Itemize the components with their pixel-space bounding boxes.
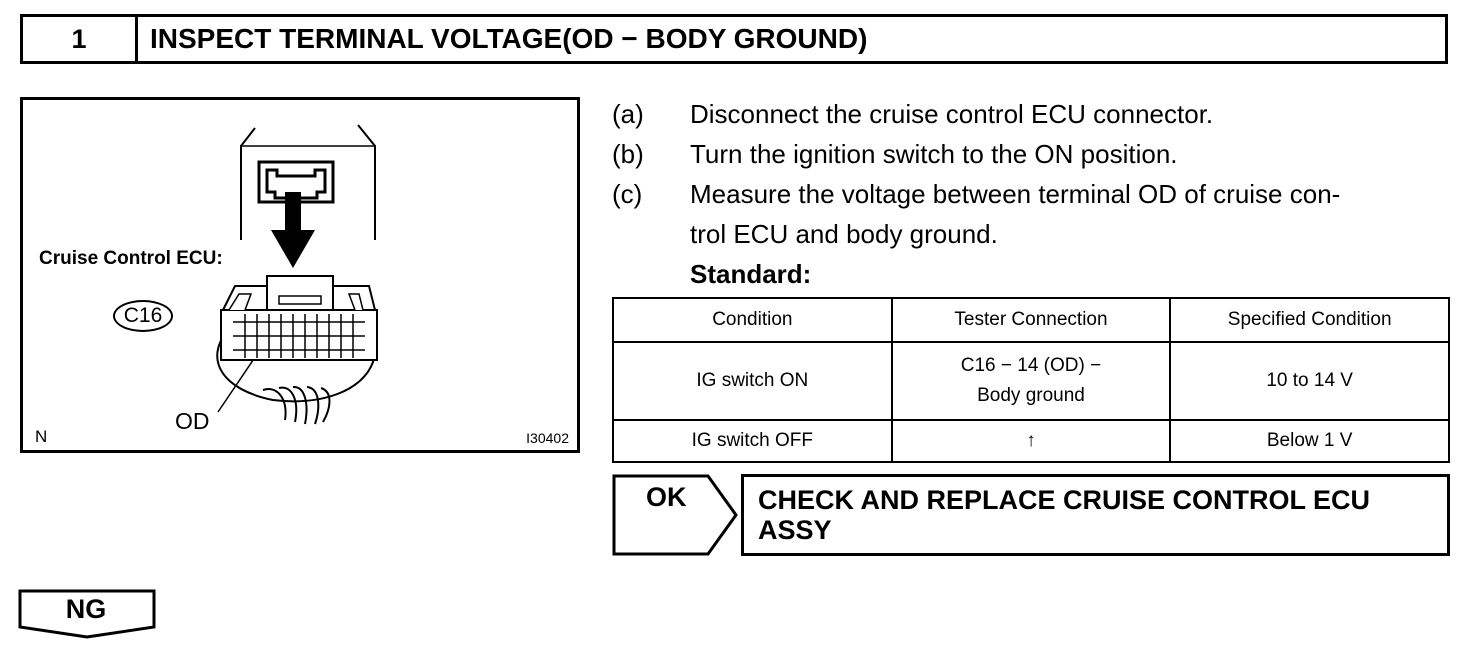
connection-line: C16 − 14 (OD) − bbox=[960, 355, 1102, 376]
ng-result-tag bbox=[18, 589, 156, 639]
ok-result-tag bbox=[612, 474, 742, 556]
connection-line: Body ground bbox=[977, 385, 1085, 406]
step-header bbox=[20, 14, 1448, 64]
cell-specified: Below 1 V bbox=[1170, 420, 1449, 462]
step-text: trol ECU and body ground. bbox=[690, 219, 998, 249]
view-marker: N bbox=[35, 427, 48, 446]
ecu-label: Cruise Control ECU: bbox=[39, 248, 223, 269]
step-number: 1 bbox=[23, 17, 138, 61]
ok-action-text: ASSY bbox=[758, 515, 832, 545]
figure-code: I30402 bbox=[526, 430, 569, 446]
table-row bbox=[613, 342, 1449, 420]
step-letter: (a) bbox=[612, 99, 644, 129]
step-a bbox=[612, 94, 1452, 134]
cell-connection: ↑ bbox=[892, 420, 1171, 462]
connector-illustration bbox=[20, 97, 580, 453]
connector-code-badge: C16 bbox=[113, 300, 173, 332]
ok-action-box bbox=[741, 474, 1450, 556]
header-condition: Condition bbox=[613, 298, 892, 342]
step-text: Disconnect the cruise control ECU connector. bbox=[690, 99, 1214, 129]
header-tester-connection: Tester Connection bbox=[892, 298, 1171, 342]
step-text: Measure the voltage between terminal OD of cruise con- bbox=[690, 179, 1341, 209]
spec-table bbox=[612, 297, 1450, 463]
cell-condition: IG switch ON bbox=[613, 342, 892, 420]
cell-connection bbox=[892, 342, 1171, 420]
header-specified-condition: Specified Condition bbox=[1170, 298, 1449, 342]
connector-drawing bbox=[23, 100, 577, 450]
table-header-row bbox=[613, 298, 1449, 342]
step-text: Turn the ignition switch to the ON position. bbox=[690, 139, 1178, 169]
step-title: INSPECT TERMINAL VOLTAGE(OD − BODY GROUND) bbox=[150, 23, 868, 54]
ok-action-text: CHECK AND REPLACE CRUISE CONTROL ECU bbox=[758, 485, 1371, 515]
procedure-steps bbox=[612, 94, 1452, 294]
step-letter: (b) bbox=[612, 139, 644, 169]
step-letter: (c) bbox=[612, 179, 643, 209]
terminal-label: OD bbox=[175, 408, 210, 434]
ok-label: OK bbox=[646, 482, 687, 512]
step-b bbox=[612, 134, 1452, 174]
step-c bbox=[612, 174, 1452, 214]
standard-label: Standard: bbox=[690, 259, 812, 289]
step-c-continued bbox=[612, 214, 1452, 254]
cell-condition: IG switch OFF bbox=[613, 420, 892, 462]
table-row bbox=[613, 420, 1449, 462]
cell-specified: 10 to 14 V bbox=[1170, 342, 1449, 420]
ng-label: NG bbox=[65, 594, 107, 624]
